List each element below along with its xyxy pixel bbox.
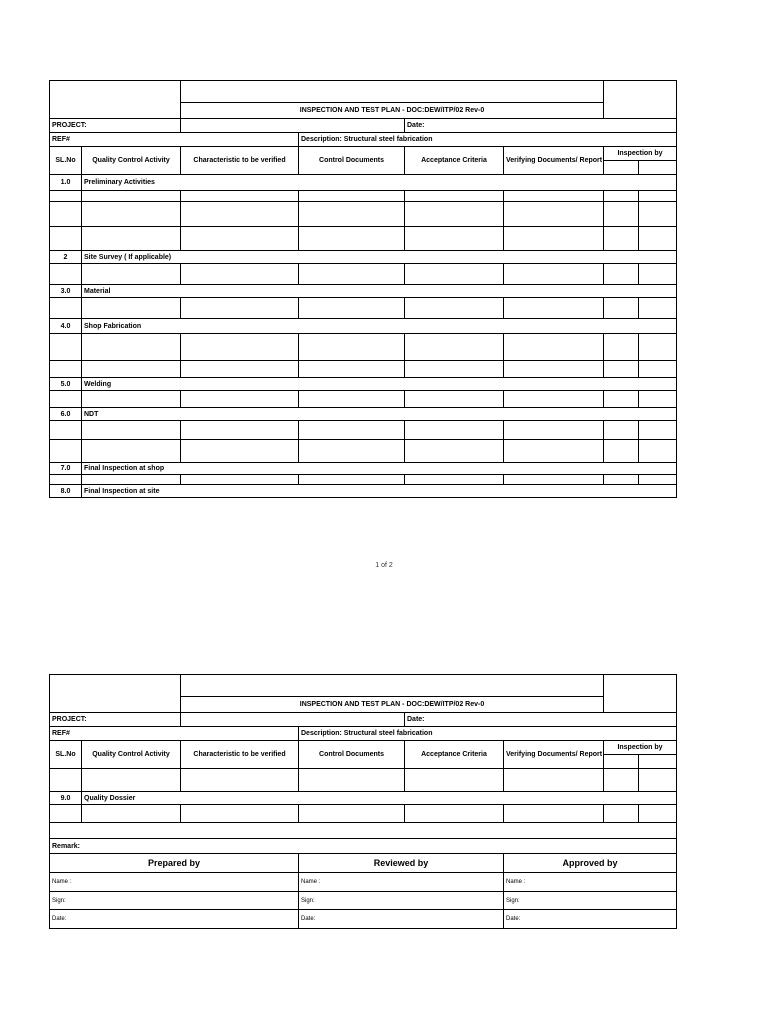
col-header-slno: SL.No — [50, 147, 82, 175]
table-row — [50, 202, 677, 227]
table-row — [50, 769, 677, 792]
col-header-verifying-documents: Verifying Documents/ Report — [504, 147, 604, 175]
section-number: 2 — [50, 251, 82, 264]
col-header-activity: Quality Control Activity — [82, 741, 181, 769]
signature-name-row — [50, 873, 677, 892]
signature-sign-row — [50, 892, 677, 910]
project-value[interactable] — [181, 713, 405, 727]
col-header-characteristic: Characteristic to be verified — [181, 741, 299, 769]
col-header-control-documents: Control Documents — [299, 147, 405, 175]
table-row — [50, 440, 677, 463]
project-label: PROJECT: — [50, 713, 181, 727]
col-header-characteristic: Characteristic to be verified — [181, 147, 299, 175]
document-title: INSPECTION AND TEST PLAN - DOC:DEW/ITP/02 Rev-0 — [181, 697, 604, 713]
reviewed-name-field[interactable]: Name : — [299, 873, 504, 892]
col-header-acceptance-criteria: Acceptance Criteria — [405, 147, 504, 175]
section-number: 7.0 — [50, 463, 82, 475]
page-number: 1 of 2 — [375, 562, 393, 569]
project-value[interactable] — [181, 119, 405, 133]
col-header-inspection-by: Inspection by — [604, 147, 677, 161]
table-row — [50, 334, 677, 361]
approved-by-heading: Approved by — [504, 854, 677, 873]
reviewed-sign-field[interactable]: Sign: — [299, 892, 504, 910]
inspection-by-sub-1 — [604, 161, 639, 175]
section-row — [50, 285, 677, 298]
section-title: NDT — [82, 408, 677, 421]
col-header-activity: Quality Control Activity — [82, 147, 181, 175]
prepared-sign-field[interactable]: Sign: — [50, 892, 299, 910]
section-number: 1.0 — [50, 175, 82, 191]
date-label: Date: — [405, 119, 677, 133]
itp-table — [49, 674, 677, 929]
remark-row — [50, 839, 677, 854]
section-title: Preliminary Activities — [82, 175, 677, 191]
logo-box — [50, 675, 181, 713]
signature-header-row — [50, 854, 677, 873]
prepared-date-field[interactable]: Date: — [50, 910, 299, 929]
document-title: INSPECTION AND TEST PLAN - DOC:DEW/ITP/02 Rev-0 — [181, 103, 604, 119]
prepared-by-heading: Prepared by — [50, 854, 299, 873]
col-header-control-documents: Control Documents — [299, 741, 405, 769]
section-row — [50, 792, 677, 805]
section-number: 9.0 — [50, 792, 82, 805]
ref-label: REF# — [50, 727, 299, 741]
section-row — [50, 463, 677, 475]
table-row — [50, 361, 677, 378]
ref-label: REF# — [50, 133, 299, 147]
section-row — [50, 319, 677, 334]
reviewed-by-heading: Reviewed by — [299, 854, 504, 873]
reviewed-date-field[interactable]: Date: — [299, 910, 504, 929]
title-top-cell — [181, 81, 604, 103]
table-row — [50, 191, 677, 202]
inspection-by-sub-1 — [604, 755, 639, 769]
section-row — [50, 251, 677, 264]
remark-label: Remark: — [50, 839, 677, 854]
section-title: Final Inspection at site — [82, 485, 677, 498]
section-title: Final Inspection at shop — [82, 463, 677, 475]
section-row — [50, 175, 677, 191]
corner-box — [604, 81, 677, 119]
itp-sheet-page-1 — [49, 80, 676, 498]
project-label: PROJECT: — [50, 119, 181, 133]
col-header-verifying-documents: Verifying Documents/ Report — [504, 741, 604, 769]
section-number: 6.0 — [50, 408, 82, 421]
inspection-by-sub-2 — [639, 161, 677, 175]
logo-box — [50, 81, 181, 119]
table-row — [50, 298, 677, 319]
section-number: 3.0 — [50, 285, 82, 298]
section-title: Shop Fabrication — [82, 319, 677, 334]
prepared-name-field[interactable]: Name : — [50, 873, 299, 892]
section-number: 5.0 — [50, 378, 82, 391]
table-row — [50, 391, 677, 408]
col-header-inspection-by: Inspection by — [604, 741, 677, 755]
section-title: Welding — [82, 378, 677, 391]
section-title: Material — [82, 285, 677, 298]
signature-date-row — [50, 910, 677, 929]
col-header-acceptance-criteria: Acceptance Criteria — [405, 741, 504, 769]
description-text: Description: Structural steel fabrication — [299, 133, 677, 147]
section-row — [50, 485, 677, 498]
description-text: Description: Structural steel fabrication — [299, 727, 677, 741]
section-title: Quality Dossier — [82, 792, 677, 805]
approved-sign-field[interactable]: Sign: — [504, 892, 677, 910]
inspection-by-sub-2 — [639, 755, 677, 769]
section-row — [50, 408, 677, 421]
section-number: 4.0 — [50, 319, 82, 334]
section-row — [50, 378, 677, 391]
table-row — [50, 264, 677, 285]
corner-box — [604, 675, 677, 713]
table-row — [50, 475, 677, 485]
section-title: Site Survey ( If applicable) — [82, 251, 677, 264]
section-number: 8.0 — [50, 485, 82, 498]
itp-table — [49, 80, 677, 498]
date-label: Date: — [405, 713, 677, 727]
col-header-slno: SL.No — [50, 741, 82, 769]
itp-sheet-page-2 — [49, 674, 676, 929]
table-row — [50, 421, 677, 440]
table-row — [50, 823, 677, 839]
approved-name-field[interactable]: Name : — [504, 873, 677, 892]
approved-date-field[interactable]: Date: — [504, 910, 677, 929]
table-row — [50, 805, 677, 823]
table-row — [50, 227, 677, 251]
title-top-cell — [181, 675, 604, 697]
